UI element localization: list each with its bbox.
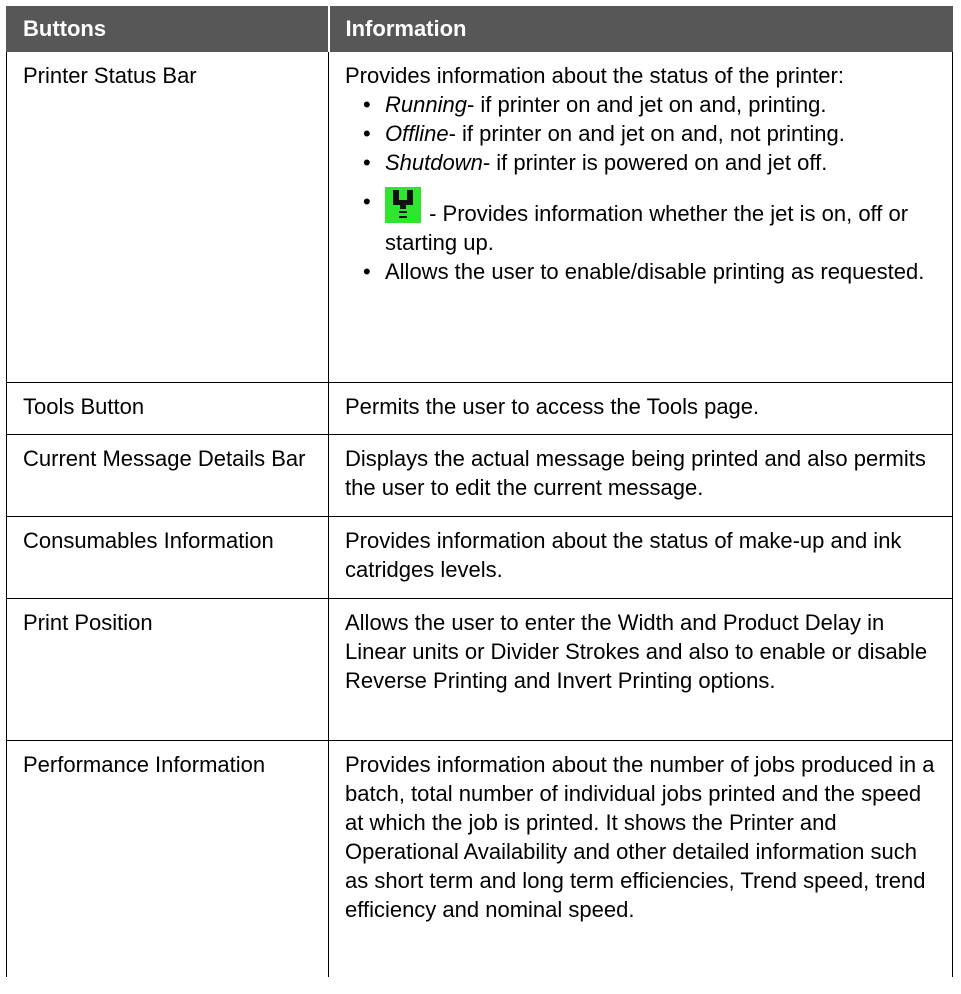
list-item (363, 257, 936, 286)
status-list (345, 90, 936, 286)
info-cell (329, 52, 953, 383)
status-text: - if printer on and jet on and, printing. (466, 92, 827, 117)
info-cell: Permits the user to access the Tools page. (329, 383, 953, 435)
buttons-information-table (6, 6, 953, 977)
info-intro: Provides information about the status of the printer: (345, 63, 844, 88)
enable-printing-text: Allows the user to enable/disable printing as requested. (385, 259, 925, 284)
table-row (7, 599, 953, 741)
table-row (7, 52, 953, 383)
table-row (7, 435, 953, 517)
header-information: Information (329, 7, 953, 52)
table-header-row (7, 7, 953, 52)
header-buttons: Buttons (7, 7, 329, 52)
status-text: - if printer is powered on and jet off. (482, 150, 828, 175)
button-cell: Printer Status Bar (7, 52, 329, 383)
status-term: Shutdown (385, 150, 483, 175)
status-term: Offline (385, 121, 449, 146)
list-item (363, 119, 936, 148)
jet-text: - Provides information whether the jet is on, off or starting up. (385, 201, 909, 255)
list-item (363, 90, 936, 119)
jet-status-icon (385, 187, 421, 223)
button-cell: Performance Information (7, 741, 329, 977)
button-cell: Consumables Information (7, 517, 329, 599)
info-cell: Allows the user to enter the Width and Product Delay in Linear units or Divider Strokes and also to enable or disable Reverse Printing and Invert Printing options. (329, 599, 953, 741)
button-cell: Current Message Details Bar (7, 435, 329, 517)
table-row (7, 383, 953, 435)
status-text: - if printer on and jet on and, not printing. (448, 121, 845, 146)
info-cell: Provides information about the number of jobs produced in a batch, total number of individual jobs printed and the speed at which the job is printed. It shows the Printer and Operational Availability and other detailed information such as short term and long term efficiencies, Trend speed, trend efficiency and nominal speed. (329, 741, 953, 977)
info-cell: Provides information about the status of make-up and ink catridges levels. (329, 517, 953, 599)
list-item (363, 187, 936, 257)
button-cell: Print Position (7, 599, 329, 741)
status-term: Running (385, 92, 467, 117)
table-row (7, 741, 953, 977)
list-item (363, 148, 936, 177)
table-row (7, 517, 953, 599)
info-cell: Displays the actual message being printed and also permits the user to edit the current message. (329, 435, 953, 517)
button-cell: Tools Button (7, 383, 329, 435)
